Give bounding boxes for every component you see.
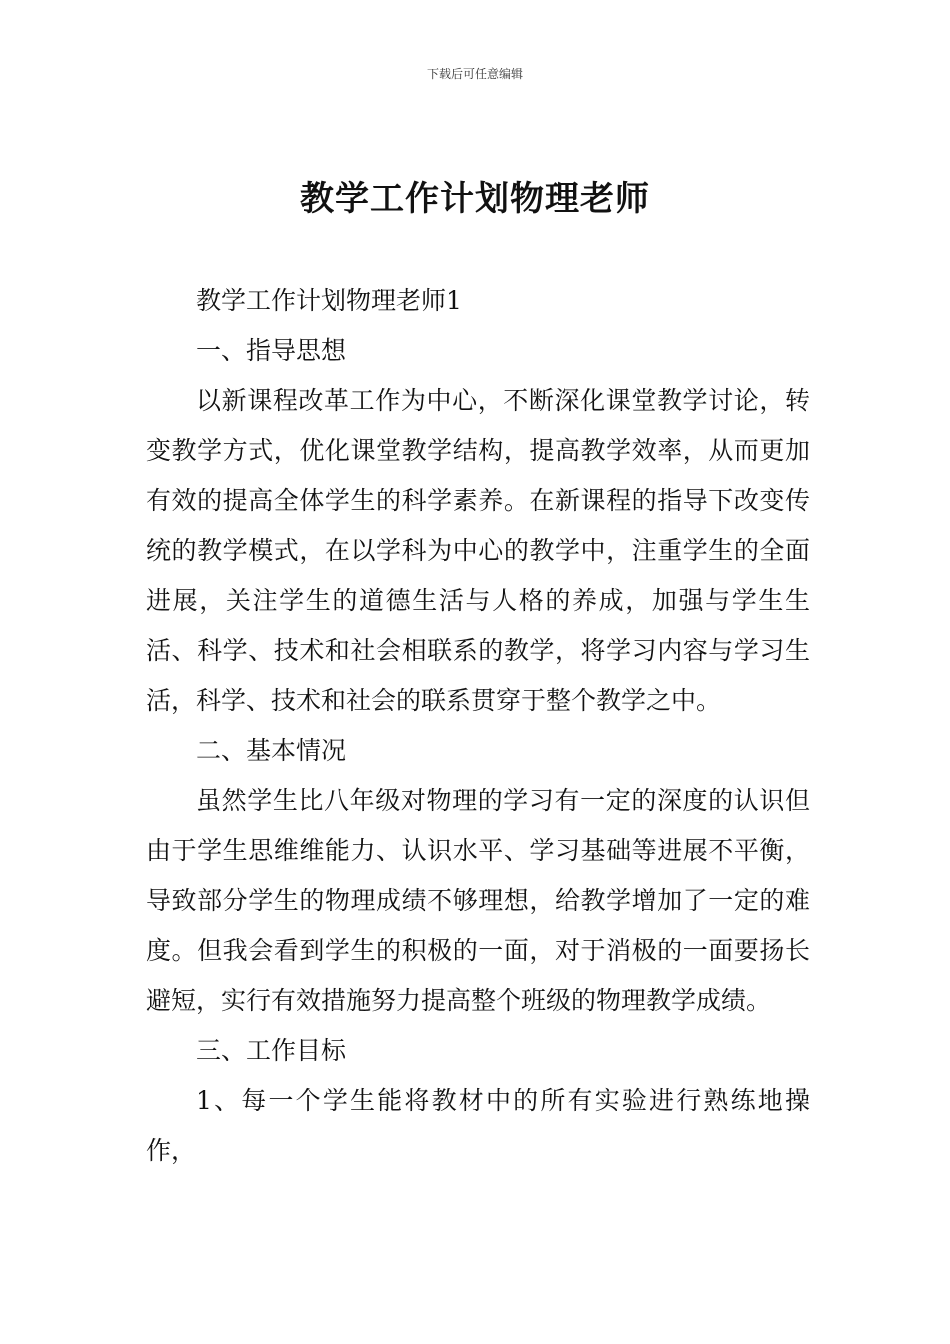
paragraph-work-goal-1: 1、每一个学生能将教材中的所有实验进行熟练地操作，	[146, 1086, 810, 1165]
header-note: 下载后可任意编辑	[426, 67, 523, 81]
paragraph-basic-situation: 虽然学生比八年级对物理的学习有一定的深度的认识但由于学生思维维能力、认识水平、学习基础等进展不平衡，导致部分学生的物理成绩不够理想，给教学增加了一定的难度。但我会看到学生的积极的一面，对于消极的一面要扬长避短，实行有效措施努力提高整个班级的物理教学成绩。	[146, 786, 810, 1015]
document-body	[146, 276, 810, 1176]
document-title: 教学工作计划物理老师	[300, 179, 650, 219]
section-heading-guiding-ideology: 一、指导思想	[196, 336, 347, 365]
section-heading-plan: 教学工作计划物理老师1	[196, 286, 462, 315]
section-heading-basic-situation: 二、基本情况	[196, 736, 347, 765]
paragraph-guiding-ideology: 以新课程改革工作为中心，不断深化课堂教学讨论，转变教学方式，优化课堂教学结构，提高教学效率，从而更加有效的提高全体学生的科学素养。在新课程的指导下改变传统的教学模式，在以学科为中心的教学中，注重学生的全面进展，关注学生的道德生活与人格的养成，加强与学生生活、科学、技术和社会相联系的教学，将学习内容与学习生活，科学、技术和社会的联系贯穿于整个教学之中。	[146, 386, 810, 715]
section-heading-work-goals: 三、工作目标	[196, 1036, 347, 1065]
